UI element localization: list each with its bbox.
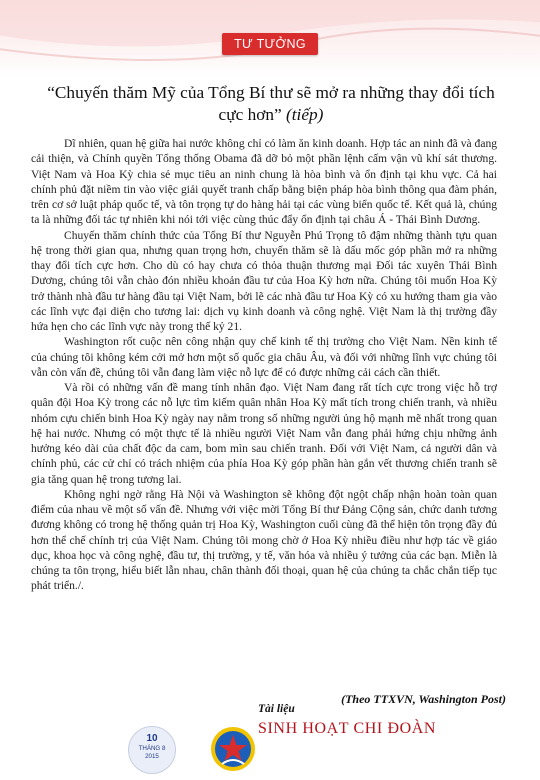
page-number-badge	[128, 726, 176, 774]
page-header	[0, 0, 540, 78]
article-paragraph: Không nghi ngờ rằng Hà Nội và Washington sẽ không đột ngột chấp nhận hoàn toàn quan điểm của nhau về một số vấn đề. Nhưng với việc mời Tổng Bí thư Đảng Cộng sản, chức danh tương đương không có trong hệ thống quản trị Hoa Kỳ, Washington cuối cùng đã thể hiện tôn trọng đầy đủ hơn thể chế chính trị của Việt Nam. Chúng tôi mong chờ ở Hoa Kỳ nhiều điều như hợp tác về giáo dục, khoa học và công nghệ, đầu tư, thị trường, y tế, văn hóa và nhiều ý tưởng của các bạn. Miễn là chúng ta tôn trọng, hiểu biết lẫn nhau, chân thành đối thoại, quan hệ của chúng ta chắc chắn tiếp tục phát triển./.	[31, 488, 497, 593]
youth-union-emblem-icon	[210, 726, 256, 772]
article-title	[40, 82, 502, 126]
article-paragraph: Và rồi có những vấn đề mang tính nhân đạo. Việt Nam đang rất tích cực trong việc hỗ trợ quân đội Hoa Kỳ trong các nỗ lực tìm kiếm quân nhân Hoa Kỳ mất tích trong chiến tranh, và nhiều nhóm cựu chiến binh Hoa Kỳ ngày nay nằm trong số những người ủng hộ mạnh mẽ nhất trong quan hệ hai nước. Nhưng có một thực tế là nhiều người Việt Nam vẫn đang phải hứng chịu những ảnh hưởng kéo dài của chất độc da cam, bom mìn sau chiến tranh. Đối với Việt Nam, cả người dân và chính phủ, các cử chỉ có trách nhiệm của phía Hoa Kỳ góp phần hàn gắn vết thương chiến tranh sẽ gia tăng quan hệ trong tương lai.	[31, 382, 497, 486]
article-paragraph: Dĩ nhiên, quan hệ giữa hai nước không chỉ có làm ăn kinh doanh. Hợp tác an ninh đã và đang cải thiện, và Chính quyền Tổng thống Obama đã dỡ bỏ một phần lệnh cấm vận vũ khí sát thương. Việt Nam và Hoa Kỳ chia sẻ mục tiêu an ninh chung là hòa bình và ổn định tại khu vực. Cả hai chính phủ đặt niềm tin vào việc giải quyết tranh chấp bằng biện pháp hòa bình thông qua đàm phán, trên cơ sở luật pháp quốc tế, và tôn trọng tự do hàng hải tại các vùng biển quốc tế. Kết quả là, chúng ta là những đối tác tự nhiên khi nói tới việc cùng thúc đẩy ổn định tại châu Á - Thái Bình Dương.	[31, 138, 497, 227]
page-number: 10	[146, 733, 158, 744]
section-tag: TƯ TƯỞNG	[222, 33, 318, 55]
article-body	[31, 137, 497, 595]
article-paragraph: Chuyến thăm chính thức của Tổng Bí thư Nguyễn Phú Trọng tô đậm những thành tựu quan hệ trong thời gian qua, nhưng quan trọng hơn, chuyến thăm sẽ là dấu mốc góp phần mở ra những thay đổi tích cực hơn. Cho dù có hay chưa có thỏa thuận thương mại Đối tác xuyên Thái Bình Dương, chúng tôi vẫn chào đón nhiều khoản đầu tư của Hoa Kỳ hơn nữa. Chúng tôi muốn Hoa Kỳ trở thành nhà đầu tư hàng đầu tại Việt Nam, bởi lẽ các nhà đầu tư Hoa Kỳ có xu hướng tham gia vào các lĩnh vực đại diện cho tương lai: dịch vụ kinh doanh và công nghệ. Việt Nam là thị trường đầy hứa hẹn cho các lĩnh vực này trong thế kỷ 21.	[31, 229, 497, 333]
issue-year: 2015	[145, 753, 159, 760]
footer-label: Tài liệu	[258, 703, 295, 715]
issue-month: THÁNG 8	[138, 745, 166, 752]
article-source: (Theo TTXVN, Washington Post)	[341, 692, 506, 706]
article-title-text: “Chuyến thăm Mỹ của Tổng Bí thư sẽ mở ra những thay đổi tích cực hơn”	[47, 83, 495, 124]
article-title-continued: (tiếp)	[286, 105, 324, 124]
publication-title: SINH HOẠT CHI ĐOÀN	[258, 720, 437, 737]
article-paragraph: Washington rốt cuộc nên công nhận quy chế kinh tế thị trường cho Việt Nam. Nền kinh tế của chúng tôi không kém cởi mở hơn một số quốc gia châu Âu, và đối với những lĩnh vực chúng tôi vẫn còn vấn đề, chúng tôi vẫn đang làm việc nỗ lực để có được những cải cách cần thiết.	[31, 336, 497, 379]
